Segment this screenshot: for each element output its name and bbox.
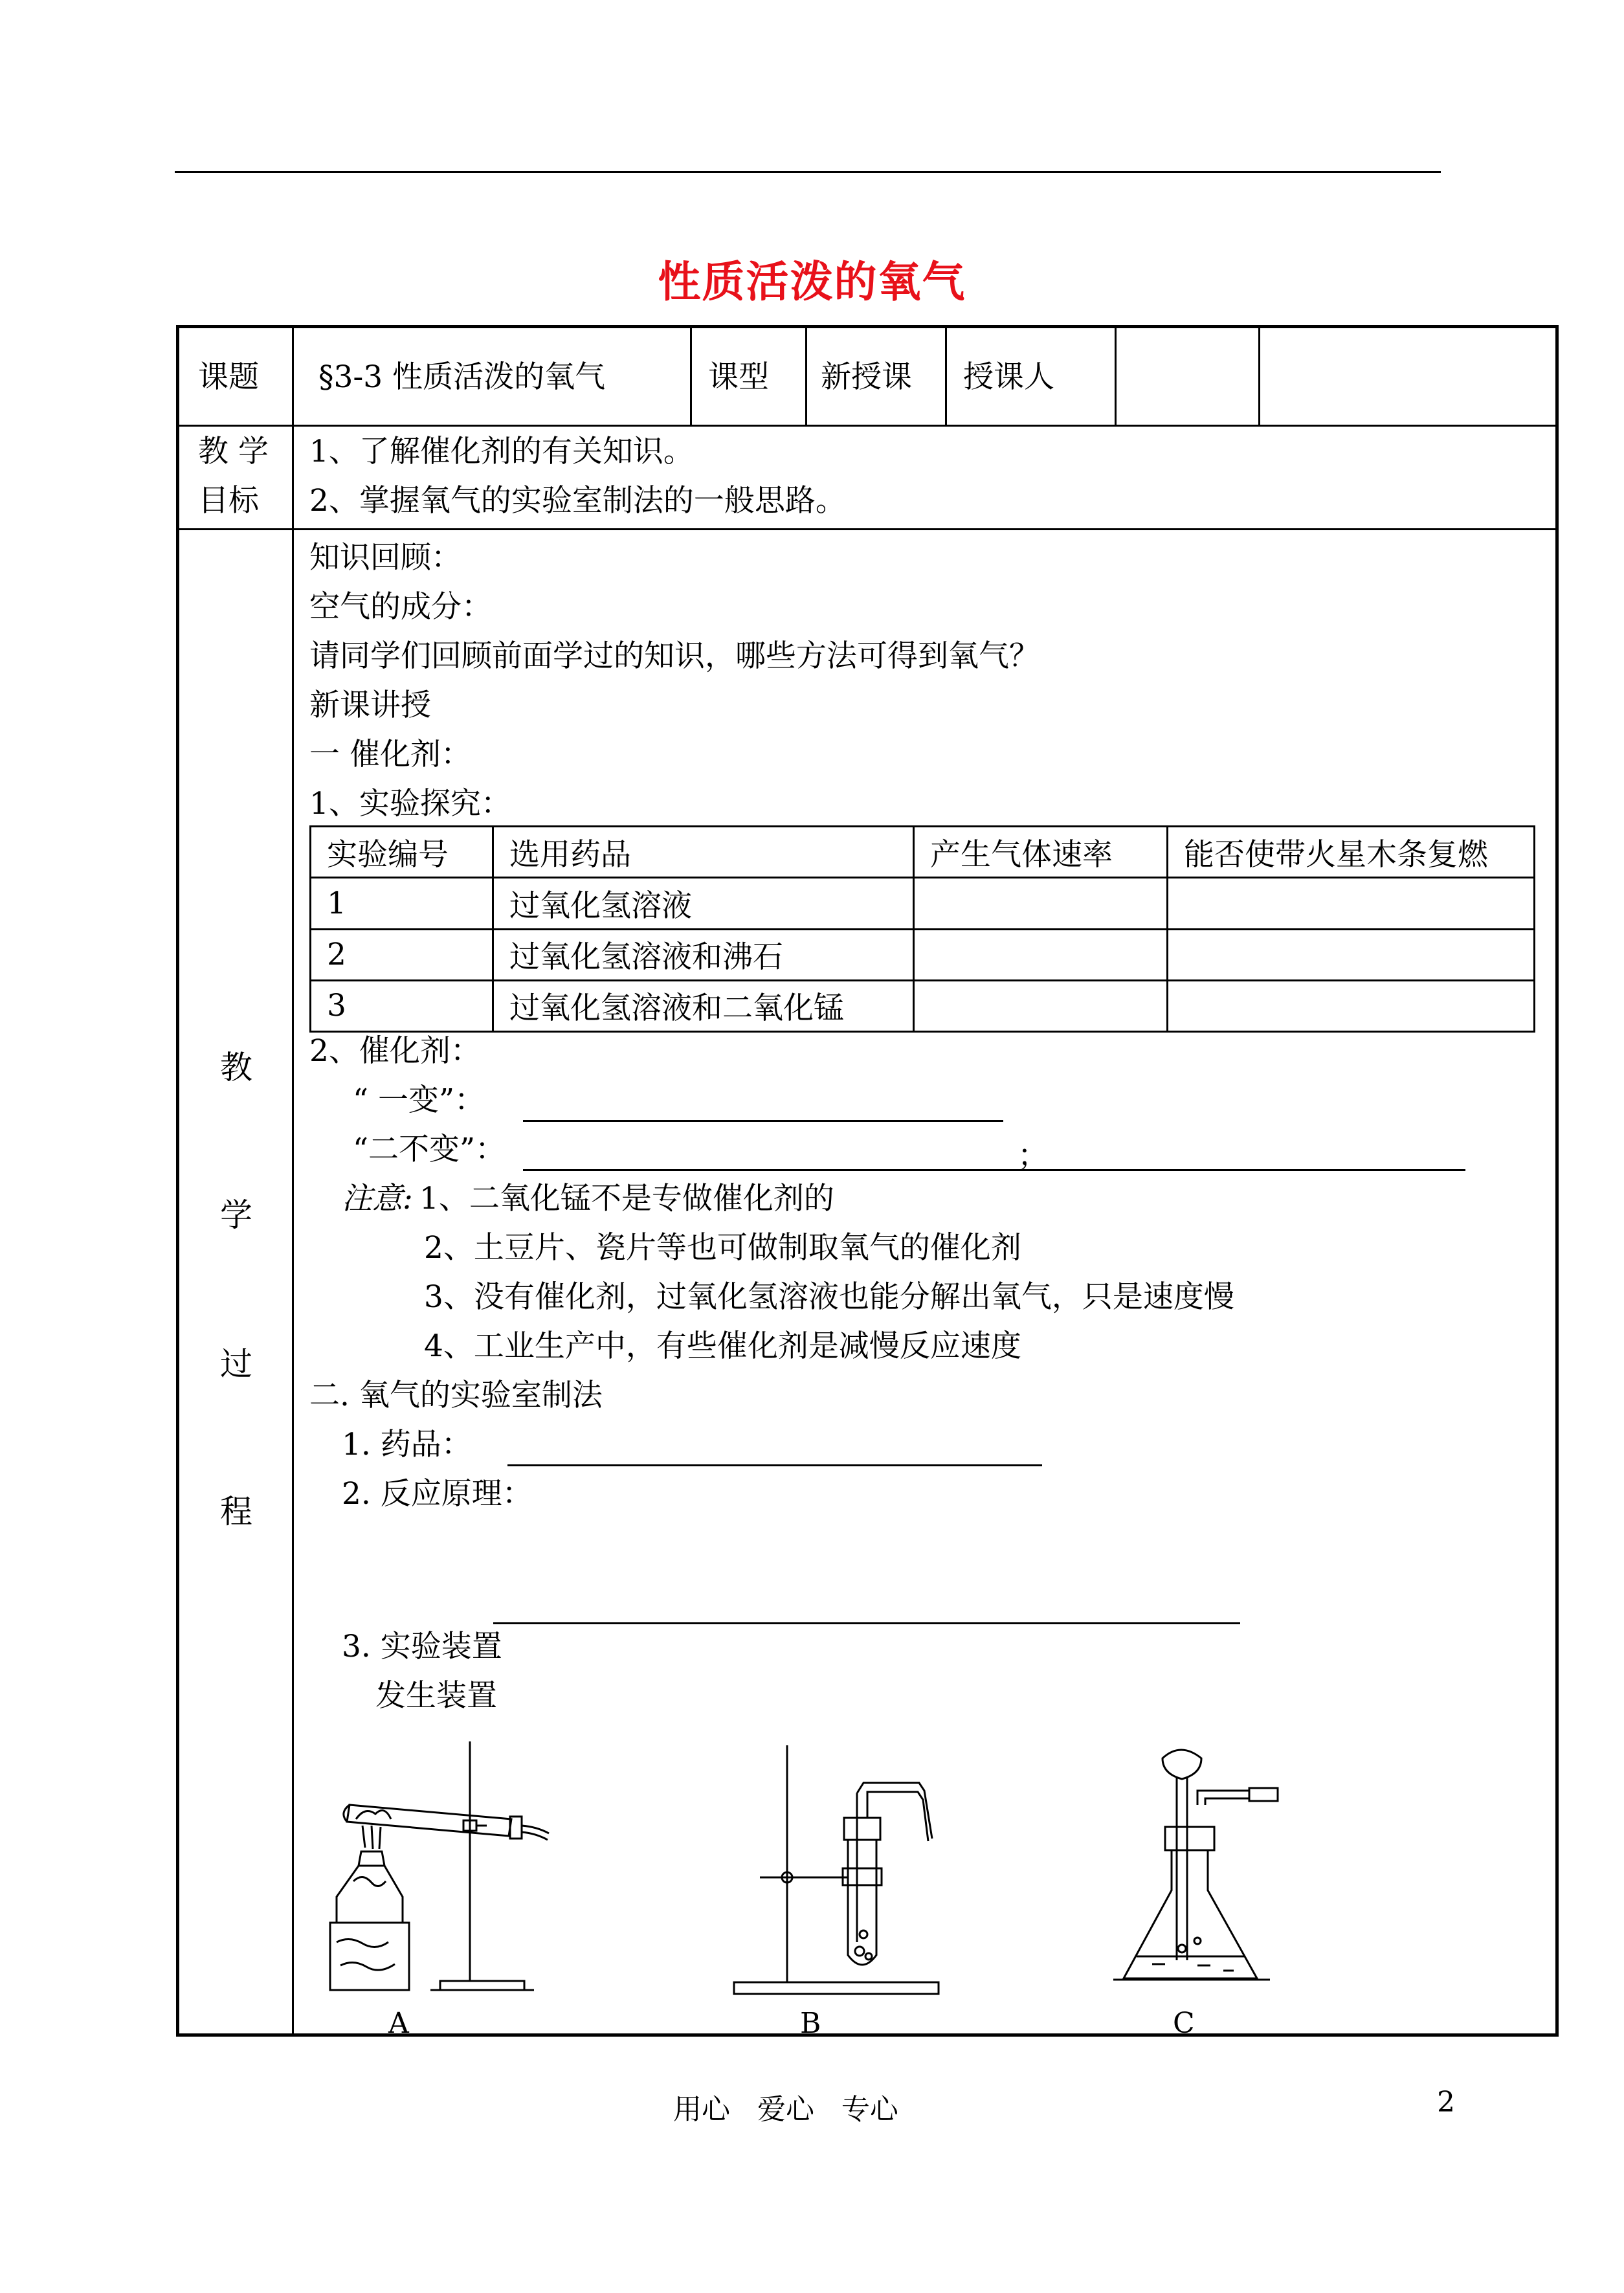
- lesson-type-label: 课型: [708, 359, 769, 395]
- page-title: 性质活泼的氧气: [658, 257, 966, 307]
- note-item: 2、土豆片、瓷片等也可做制取氧气的催化剂: [424, 1230, 1021, 1266]
- table-cell: 过氧化氢溶液和二氧化锰: [493, 980, 914, 1031]
- section1-heading: 一 催化剂：: [309, 737, 471, 772]
- goal-item: 2、掌握氧气的实验室制法的一般思路。: [309, 483, 846, 519]
- goals-label: 教 学: [198, 434, 269, 469]
- table-cell[interactable]: [1168, 929, 1535, 980]
- table-header: 能否使带火星木条复燃: [1168, 827, 1535, 878]
- footer-motto: 用心 爱心 专心: [673, 2093, 898, 2126]
- principle-blank[interactable]: [493, 1622, 1240, 1624]
- two-unchanged-blank-1[interactable]: [523, 1169, 1032, 1171]
- table-header: 选用药品: [493, 827, 914, 878]
- row-divider: [176, 528, 1559, 530]
- table-cell[interactable]: [914, 980, 1168, 1031]
- row-divider: [176, 425, 1559, 427]
- drugs-blank[interactable]: [507, 1464, 1042, 1466]
- principle-label: 2. 反应原理：: [342, 1476, 533, 1512]
- table-row: [311, 929, 1535, 980]
- process-label-char: 学: [220, 1196, 252, 1234]
- two-unchanged-label: “二不变”：: [353, 1132, 506, 1167]
- apparatus-label-b: B: [800, 2007, 821, 2040]
- header-divider: [1115, 325, 1117, 425]
- generator-label: 发生装置: [375, 1678, 497, 1714]
- table-row: [311, 878, 1535, 929]
- topic-value: §3-3 性质活泼的氧气: [318, 359, 606, 395]
- header-divider: [805, 325, 807, 425]
- table-cell[interactable]: [914, 878, 1168, 929]
- header-rule: [175, 171, 1441, 173]
- semicolon: ；: [1018, 1138, 1048, 1174]
- table-header-row: [311, 827, 1535, 878]
- catalyst-heading: 2、催化剂：: [309, 1033, 481, 1069]
- teacher-label: 授课人: [963, 359, 1054, 395]
- topic-label: 课题: [198, 359, 259, 395]
- apparatus-a-diagram: [317, 1728, 576, 2000]
- review-heading: 知识回顾：: [309, 540, 462, 576]
- apparatus-label-a: A: [388, 2007, 409, 2040]
- apparatus-label-c: C: [1173, 2007, 1195, 2040]
- note-item: 3、没有催化剂，过氧化氢溶液也能分解出氧气，只是速度慢: [424, 1279, 1234, 1315]
- note-item: 1、二氧化锰不是专做催化剂的: [419, 1181, 834, 1216]
- table-cell: 1: [311, 878, 493, 929]
- table-header: 产生气体速率: [914, 827, 1168, 878]
- apparatus-label: 3. 实验装置: [342, 1629, 502, 1664]
- process-label-char: 教: [220, 1049, 252, 1086]
- air-composition-prompt: 空气的成分：: [309, 589, 492, 625]
- experiment-heading: 1、实验探究：: [309, 786, 511, 822]
- apparatus-c-diagram: [1100, 1728, 1320, 2000]
- process-label-char: 程: [220, 1493, 252, 1530]
- table-cell[interactable]: [914, 929, 1168, 980]
- experiment-table: [309, 825, 1535, 1033]
- page-number: 2: [1437, 2086, 1455, 2119]
- table-row: [311, 980, 1535, 1031]
- table-cell: 2: [311, 929, 493, 980]
- two-unchanged-blank-2[interactable]: [1032, 1169, 1465, 1171]
- notes-label: 注意:: [342, 1181, 413, 1216]
- section2-heading: 二. 氧气的实验室制法: [309, 1378, 603, 1413]
- table-cell: 过氧化氢溶液: [493, 878, 914, 929]
- header-divider: [1258, 325, 1260, 425]
- one-change-label: “ 一变”：: [353, 1082, 485, 1118]
- review-question: 请同学们回顾前面学过的知识，哪些方法可得到氧气？: [309, 638, 1040, 674]
- header-divider: [690, 325, 692, 425]
- drugs-label: 1. 药品：: [342, 1427, 472, 1462]
- table-cell: 3: [311, 980, 493, 1031]
- apparatus-b-diagram: [725, 1728, 971, 2000]
- table-cell[interactable]: [1168, 980, 1535, 1031]
- note-item: 4、工业生产中，有些催化剂是减慢反应速度: [424, 1328, 1021, 1364]
- table-cell[interactable]: [1168, 878, 1535, 929]
- process-label-char: 过: [220, 1345, 252, 1383]
- new-lesson-heading: 新课讲授: [309, 688, 431, 723]
- header-divider: [945, 325, 947, 425]
- lesson-type-value: 新授课: [821, 359, 912, 395]
- one-change-blank[interactable]: [523, 1120, 1003, 1122]
- label-column-divider: [292, 325, 294, 2037]
- table-header: 实验编号: [311, 827, 493, 878]
- goal-item: 1、了解催化剂的有关知识。: [309, 434, 694, 469]
- table-cell: 过氧化氢溶液和沸石: [493, 929, 914, 980]
- goals-label: 目标: [198, 483, 259, 519]
